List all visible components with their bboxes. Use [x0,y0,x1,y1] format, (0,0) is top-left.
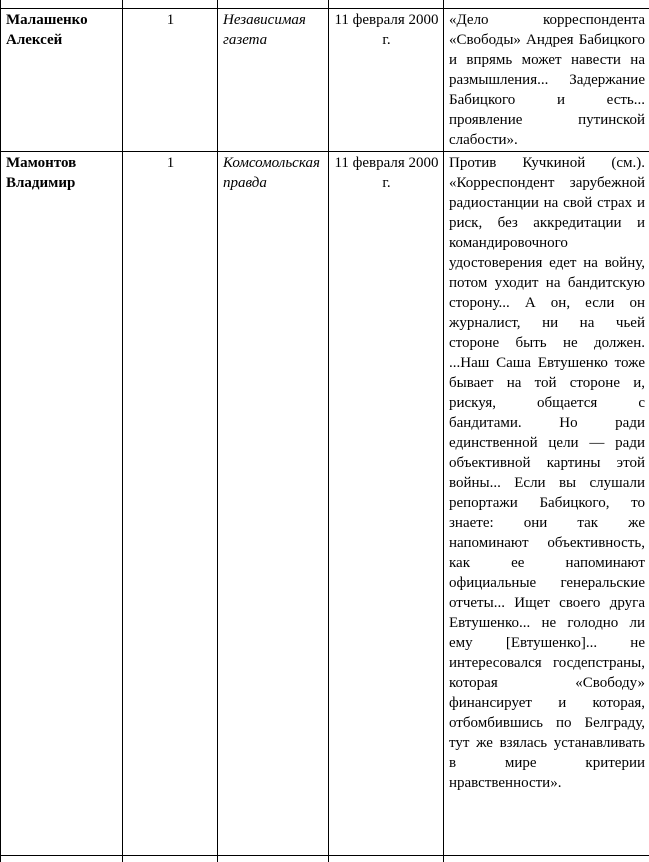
quote-cell: Против Кучкиной (см.). «Корреспондент зарубежной радиостанции на свой страх и риск, без аккредитации и командировочного удостоверения едет на войну, потом уходит на бандитскую сторону... А он, если он журналист, ни на чьей стороне быть не должен. ...Наш Саша Евтушенко тоже бывает на той стороне и, рискуя, общается с бандитами. Но ради единственной цели — ради объективной картины этой войны... Если вы слушали репортажи Бабицкого, то знаете: они так же напоминают объективность, как ее напоминают официальные генеральские отчеты... Ищет своего друга Евтушенко... не голодно ли ему [Евтушенко]... не интересовался госдепстраны, которая «Свободу» финансирует и которая, отбомбившись по Белграду, тут же взялась устанавливать в мире критерии нравственности». [444,152,649,856]
empty-cell [444,0,649,9]
empty-cell [444,856,649,862]
empty-cell [329,0,444,9]
date-cell: 11 февраля 2000 г. [329,152,444,856]
empty-cell [1,856,123,862]
mention-count-cell: 1 [123,152,218,856]
empty-cell [218,856,329,862]
publication-cell: Комсомольская правда [218,152,329,856]
empty-cell [329,856,444,862]
empty-cell [1,0,123,9]
quote-cell: «Дело корреспондента «Свободы» Андрея Бабицкого и впрямь может навести на размышления... Задержание Бабицкого и есть... проявление путинской слабости». [444,9,649,152]
empty-cell [218,0,329,9]
empty-cell [123,0,218,9]
person-name-cell: Малашенко Алексей [1,9,123,152]
empty-cell [123,856,218,862]
table-row-clipped-bottom [1,856,649,862]
table-row [1,9,649,152]
mention-count-cell: 1 [123,9,218,152]
table-row-clipped-top [1,0,649,9]
date-cell: 11 февраля 2000 г. [329,9,444,152]
publication-cell: Независимая газета [218,9,329,152]
person-name-cell: Мамонтов Владимир [1,152,123,856]
table-row [1,152,649,856]
